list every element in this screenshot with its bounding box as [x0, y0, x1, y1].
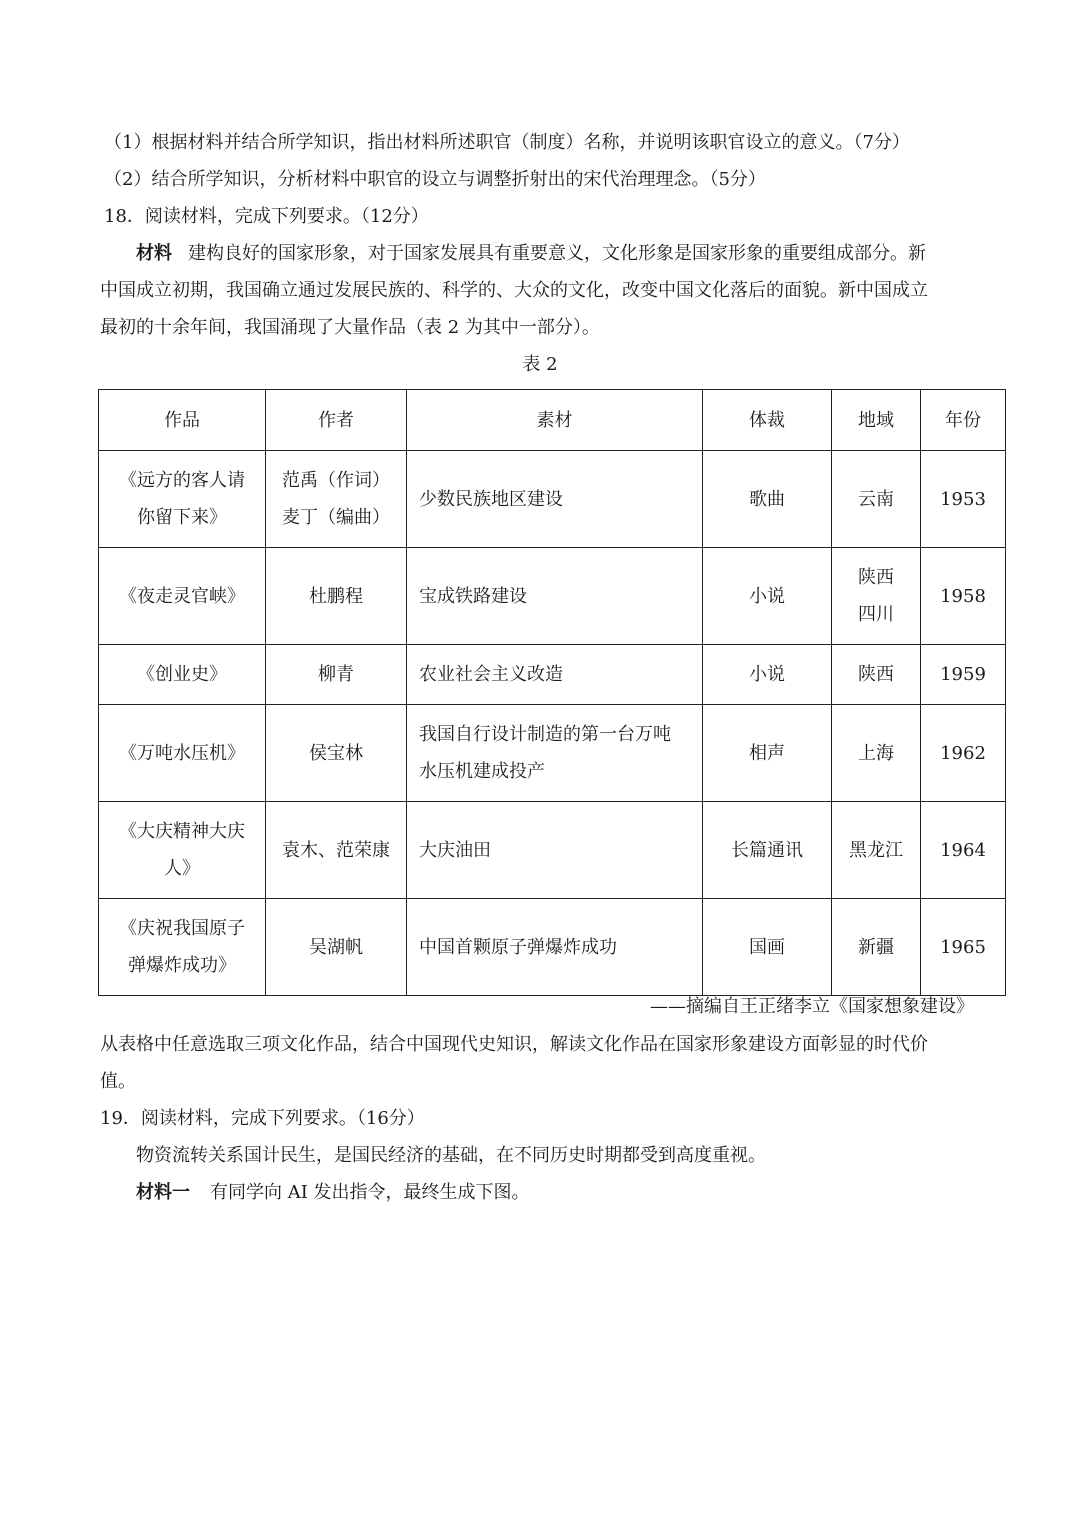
- cell-year: 1953: [921, 451, 1006, 548]
- q18-material-line-3: 最初的十余年间，我国涌现了大量作品（表 2 为其中一部分）。: [100, 317, 600, 338]
- header-material: 素材: [407, 390, 703, 451]
- header-region: 地域: [832, 390, 921, 451]
- q19-title: 19．阅读材料，完成下列要求。（16分）: [100, 1108, 425, 1129]
- header-year: 年份: [921, 390, 1006, 451]
- cell-author: 柳青: [266, 645, 407, 705]
- q18-material-label: 材料: [136, 243, 172, 264]
- cell-material: 宝成铁路建设: [407, 548, 703, 645]
- cell-year: 1965: [921, 899, 1006, 996]
- cell-author: 侯宝林: [266, 705, 407, 802]
- cell-region: 新疆: [832, 899, 921, 996]
- cell-work: 《大庆精神大庆 人》: [99, 802, 266, 899]
- table-row: [99, 548, 1006, 645]
- q18-material-line-2: 中国成立初期，我国确立通过发展民族的、科学的、大众的文化，改变中国文化落后的面貌。新中国成立: [100, 280, 928, 301]
- cell-material: 农业社会主义改造: [407, 645, 703, 705]
- cell-region: 上海: [832, 705, 921, 802]
- cell-region: 陕西: [832, 645, 921, 705]
- cell-material: 中国首颗原子弹爆炸成功: [407, 899, 703, 996]
- cell-work: 《万吨水压机》: [99, 705, 266, 802]
- q18-question-line-1: 从表格中任意选取三项文化作品，结合中国现代史知识，解读文化作品在国家形象建设方面彰显的时代价: [100, 1034, 928, 1055]
- q18-material-text-1: 建构良好的国家形象，对于国家发展具有重要意义，文化形象是国家形象的重要组成部分。新: [188, 243, 926, 264]
- cell-region: 黑龙江: [832, 802, 921, 899]
- table-row: [99, 899, 1006, 996]
- table-row: [99, 645, 1006, 705]
- q17-sub-question-1: （1）根据材料并结合所学知识，指出材料所述职官（制度）名称，并说明该职官设立的意义。（7分）: [104, 132, 910, 153]
- cell-author: 吴湖帆: [266, 899, 407, 996]
- cell-region: 云南: [832, 451, 921, 548]
- cell-genre: 国画: [703, 899, 832, 996]
- cell-work: 《夜走灵官峡》: [99, 548, 266, 645]
- cell-work: 《庆祝我国原子 弹爆炸成功》: [99, 899, 266, 996]
- q19-material-text: 有同学向 AI 发出指令，最终生成下图。: [210, 1182, 530, 1203]
- cell-author: 范禹（作词） 麦丁（编曲）: [266, 451, 407, 548]
- table-caption: 表 2: [522, 354, 558, 375]
- q18-question-line-2: 值。: [100, 1071, 136, 1092]
- header-work: 作品: [99, 390, 266, 451]
- works-table: [98, 389, 1006, 996]
- q19-intro: 物资流转关系国计民生，是国民经济的基础，在不同历史时期都受到高度重视。: [136, 1145, 766, 1166]
- cell-year: 1962: [921, 705, 1006, 802]
- cell-material: 少数民族地区建设: [407, 451, 703, 548]
- cell-genre: 长篇通讯: [703, 802, 832, 899]
- cell-work: 《远方的客人请 你留下来》: [99, 451, 266, 548]
- q18-title: 18．阅读材料，完成下列要求。（12分）: [104, 206, 429, 227]
- header-genre: 体裁: [703, 390, 832, 451]
- cell-region: 陕西 四川: [832, 548, 921, 645]
- cell-author: 袁木、范荣康: [266, 802, 407, 899]
- cell-material: 我国自行设计制造的第一台万吨 水压机建成投产: [407, 705, 703, 802]
- q17-sub-question-2: （2）结合所学知识，分析材料中职官的设立与调整折射出的宋代治理理念。（5分）: [104, 169, 766, 190]
- cell-genre: 小说: [703, 645, 832, 705]
- cell-year: 1958: [921, 548, 1006, 645]
- cell-genre: 小说: [703, 548, 832, 645]
- cell-genre: 相声: [703, 705, 832, 802]
- cell-genre: 歌曲: [703, 451, 832, 548]
- cell-author: 杜鹏程: [266, 548, 407, 645]
- header-author: 作者: [266, 390, 407, 451]
- cell-year: 1964: [921, 802, 1006, 899]
- table-row: [99, 705, 1006, 802]
- table-header-row: [99, 390, 1006, 451]
- table-row: [99, 451, 1006, 548]
- table-row: [99, 802, 1006, 899]
- q19-material-line: [136, 1181, 530, 1205]
- cell-year: 1959: [921, 645, 1006, 705]
- cell-work: 《创业史》: [99, 645, 266, 705]
- q18-material-line-1: [136, 242, 926, 266]
- q19-material-label: 材料一: [136, 1182, 190, 1203]
- cell-material: 大庆油田: [407, 802, 703, 899]
- table-source-citation: ——摘编自王正绪李立《国家想象建设》: [650, 996, 974, 1017]
